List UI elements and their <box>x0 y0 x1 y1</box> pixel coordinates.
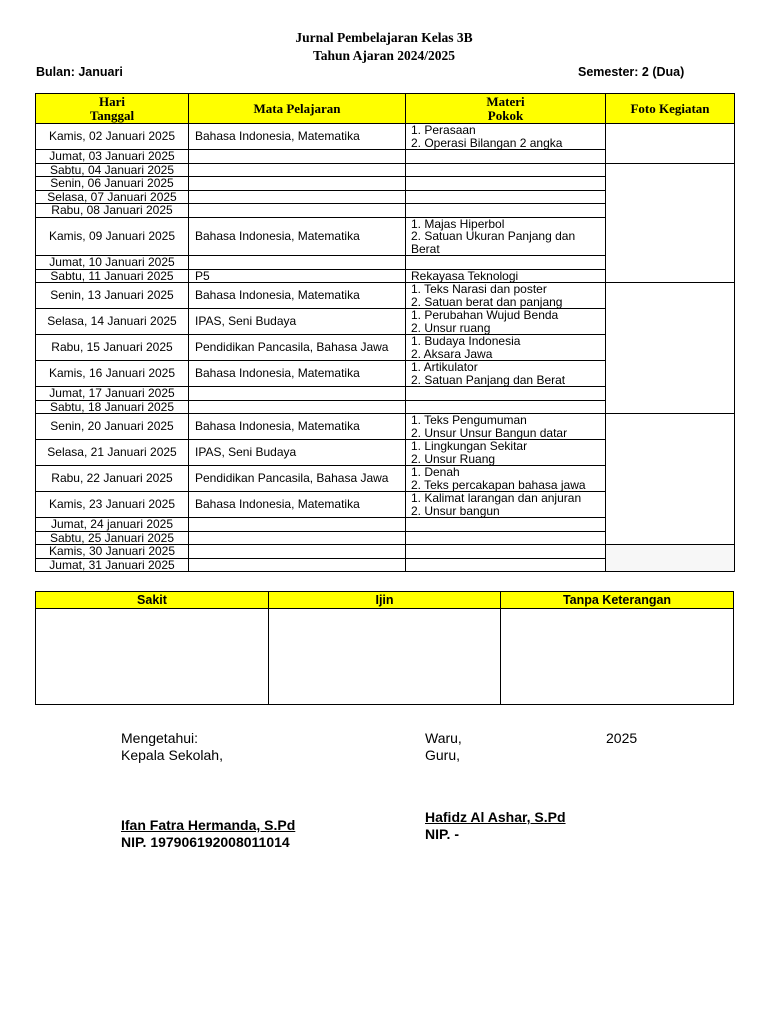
column-header-day: Hari <box>99 93 125 109</box>
semester-label: Semester: 2 (Dua) <box>578 65 685 79</box>
material-line: 1. Majas Hiperbol <box>411 217 505 231</box>
table-row <box>36 283 735 309</box>
row-material <box>406 492 606 518</box>
row-date: Kamis, 02 Januari 2025 <box>36 124 189 150</box>
row-subject: Pendidikan Pancasila, Bahasa Jawa <box>189 335 406 361</box>
row-material <box>406 217 606 256</box>
absence-no-notice-cell <box>501 609 734 705</box>
material-line: 2. Satuan Ukuran Panjang dan <box>411 229 576 243</box>
material-line: 2. Satuan berat dan panjang <box>411 294 563 309</box>
row-subject: Bahasa Indonesia, Matematika <box>189 124 406 150</box>
row-material <box>406 283 606 309</box>
row-date: Sabtu, 11 Januari 2025 <box>36 269 189 283</box>
photo-cell <box>606 163 735 283</box>
row-subject <box>189 163 406 177</box>
column-header-material <box>406 94 606 124</box>
row-subject: IPAS, Seni Budaya <box>189 309 406 335</box>
row-subject: Bahasa Indonesia, Matematika <box>189 414 406 440</box>
principal-role: Kepala Sekolah, <box>121 747 223 763</box>
row-date: Jumat, 10 Januari 2025 <box>36 256 189 270</box>
photo-cell <box>606 545 735 572</box>
row-date: Rabu, 22 Januari 2025 <box>36 466 189 492</box>
row-material <box>406 558 606 572</box>
absence-header-row <box>36 592 734 609</box>
row-date: Jumat, 31 Januari 2025 <box>36 558 189 572</box>
row-material <box>406 269 606 283</box>
row-subject <box>189 545 406 559</box>
row-material <box>406 545 606 559</box>
absence-sick-cell <box>36 609 269 705</box>
row-date: Rabu, 15 Januari 2025 <box>36 335 189 361</box>
row-material <box>406 190 606 204</box>
row-material <box>406 440 606 466</box>
row-material <box>406 163 606 177</box>
row-date: Jumat, 24 januari 2025 <box>36 518 189 532</box>
row-date: Kamis, 16 Januari 2025 <box>36 361 189 387</box>
row-date: Kamis, 23 Januari 2025 <box>36 492 189 518</box>
teacher-name: Hafidz Al Ashar, S.Pd <box>425 809 566 825</box>
row-material <box>406 309 606 335</box>
material-line: 2. Aksara Jawa <box>411 346 493 361</box>
table-row <box>36 163 735 177</box>
row-subject: Pendidikan Pancasila, Bahasa Jawa <box>189 466 406 492</box>
teacher-role: Guru, <box>425 747 461 763</box>
row-subject <box>189 400 406 414</box>
material-line: 1. Teks Narasi dan poster <box>411 282 547 296</box>
row-subject: Bahasa Indonesia, Matematika <box>189 492 406 518</box>
row-date: Sabtu, 25 Januari 2025 <box>36 531 189 545</box>
material-line: 1. Budaya Indonesia <box>411 334 521 348</box>
row-subject <box>189 387 406 401</box>
row-date: Jumat, 03 Januari 2025 <box>36 150 189 164</box>
row-material <box>406 466 606 492</box>
row-material <box>406 414 606 440</box>
row-date: Rabu, 08 Januari 2025 <box>36 204 189 218</box>
row-material <box>406 335 606 361</box>
row-subject: IPAS, Seni Budaya <box>189 440 406 466</box>
material-line: 1. Perubahan Wujud Benda <box>411 308 559 322</box>
row-material <box>406 150 606 164</box>
row-subject <box>189 518 406 532</box>
place-label: Waru, <box>425 730 462 746</box>
table-row <box>36 414 735 440</box>
row-subject: Bahasa Indonesia, Matematika <box>189 217 406 256</box>
column-header-day-date <box>36 94 189 124</box>
photo-cell <box>606 283 735 414</box>
signature-year: 2025 <box>606 730 638 746</box>
absence-entry-row <box>36 609 734 705</box>
absence-header-sick: Sakit <box>36 592 269 609</box>
material-line: 1. Teks Pengumuman <box>411 413 527 427</box>
photo-cell <box>606 414 735 545</box>
row-subject <box>189 204 406 218</box>
material-line: 2. Satuan Panjang dan Berat <box>411 372 566 387</box>
row-date: Senin, 13 Januari 2025 <box>36 283 189 309</box>
row-subject <box>189 190 406 204</box>
row-material <box>406 400 606 414</box>
column-header-material-line2: Pokok <box>487 107 524 123</box>
row-date: Sabtu, 04 Januari 2025 <box>36 163 189 177</box>
material-line: 2. Teks percakapan bahasa jawa <box>411 477 586 492</box>
row-material <box>406 204 606 218</box>
row-date: Kamis, 30 Januari 2025 <box>36 545 189 559</box>
material-line: 2. Unsur Unsur Bangun datar <box>411 425 568 440</box>
teacher-nip: NIP. - <box>425 826 459 842</box>
material-line: 2. Operasi Bilangan 2 angka <box>411 135 563 150</box>
journal-body <box>36 124 735 572</box>
acknowledged-label: Mengetahui: <box>121 730 199 746</box>
row-material <box>406 387 606 401</box>
table-row <box>36 545 735 559</box>
row-subject <box>189 558 406 572</box>
row-subject <box>189 150 406 164</box>
row-material <box>406 531 606 545</box>
column-header-date: Tanggal <box>89 107 135 123</box>
row-date: Selasa, 14 Januari 2025 <box>36 309 189 335</box>
row-material <box>406 256 606 270</box>
row-date: Sabtu, 18 Januari 2025 <box>36 400 189 414</box>
column-header-subject: Mata Pelajaran <box>189 94 406 124</box>
row-material <box>406 518 606 532</box>
material-line: Berat <box>411 241 440 256</box>
column-header-photo: Foto Kegiatan <box>606 94 735 124</box>
material-line: 1. Perasaan <box>411 123 476 137</box>
material-line: 2. Unsur ruang <box>411 320 491 335</box>
row-subject <box>189 177 406 191</box>
row-subject: Bahasa Indonesia, Matematika <box>189 283 406 309</box>
material-line: 2. Unsur bangun <box>411 503 500 518</box>
row-subject <box>189 256 406 270</box>
absence-header-permit: Ijin <box>269 592 501 609</box>
absence-table <box>35 591 734 705</box>
material-line: 1. Denah <box>411 465 460 479</box>
photo-cell <box>606 124 735 164</box>
absence-header-no-notice: Tanpa Keterangan <box>501 592 734 609</box>
row-material <box>406 177 606 191</box>
row-material <box>406 361 606 387</box>
material-line: 1. Lingkungan Sekitar <box>411 439 528 453</box>
material-line: 1. Kalimat larangan dan anjuran <box>411 491 582 505</box>
table-row <box>36 124 735 150</box>
row-date: Jumat, 17 Januari 2025 <box>36 387 189 401</box>
row-subject: P5 <box>189 269 406 283</box>
column-header-material-line1: Materi <box>486 93 525 109</box>
row-date: Kamis, 09 Januari 2025 <box>36 217 189 256</box>
row-subject <box>189 531 406 545</box>
material-line: 1. Artikulator <box>411 360 478 374</box>
principal-name: Ifan Fatra Hermanda, S.Pd <box>121 817 296 833</box>
row-date: Selasa, 21 Januari 2025 <box>36 440 189 466</box>
principal-nip: NIP. 197906192008011014 <box>121 834 290 850</box>
absence-permit-cell <box>269 609 501 705</box>
row-subject: Bahasa Indonesia, Matematika <box>189 361 406 387</box>
journal-table <box>35 93 735 572</box>
row-material <box>406 124 606 150</box>
document-title: Jurnal Pembelajaran Kelas 3B <box>295 30 473 45</box>
month-label: Bulan: Januari <box>36 65 123 79</box>
journal-header-row <box>36 94 735 124</box>
material-line: 2. Unsur Ruang <box>411 451 496 466</box>
row-date: Senin, 06 Januari 2025 <box>36 177 189 191</box>
academic-year: Tahun Ajaran 2024/2025 <box>312 48 456 63</box>
material-line: Rekayasa Teknologi <box>411 269 519 283</box>
row-date: Selasa, 07 Januari 2025 <box>36 190 189 204</box>
row-date: Senin, 20 Januari 2025 <box>36 414 189 440</box>
